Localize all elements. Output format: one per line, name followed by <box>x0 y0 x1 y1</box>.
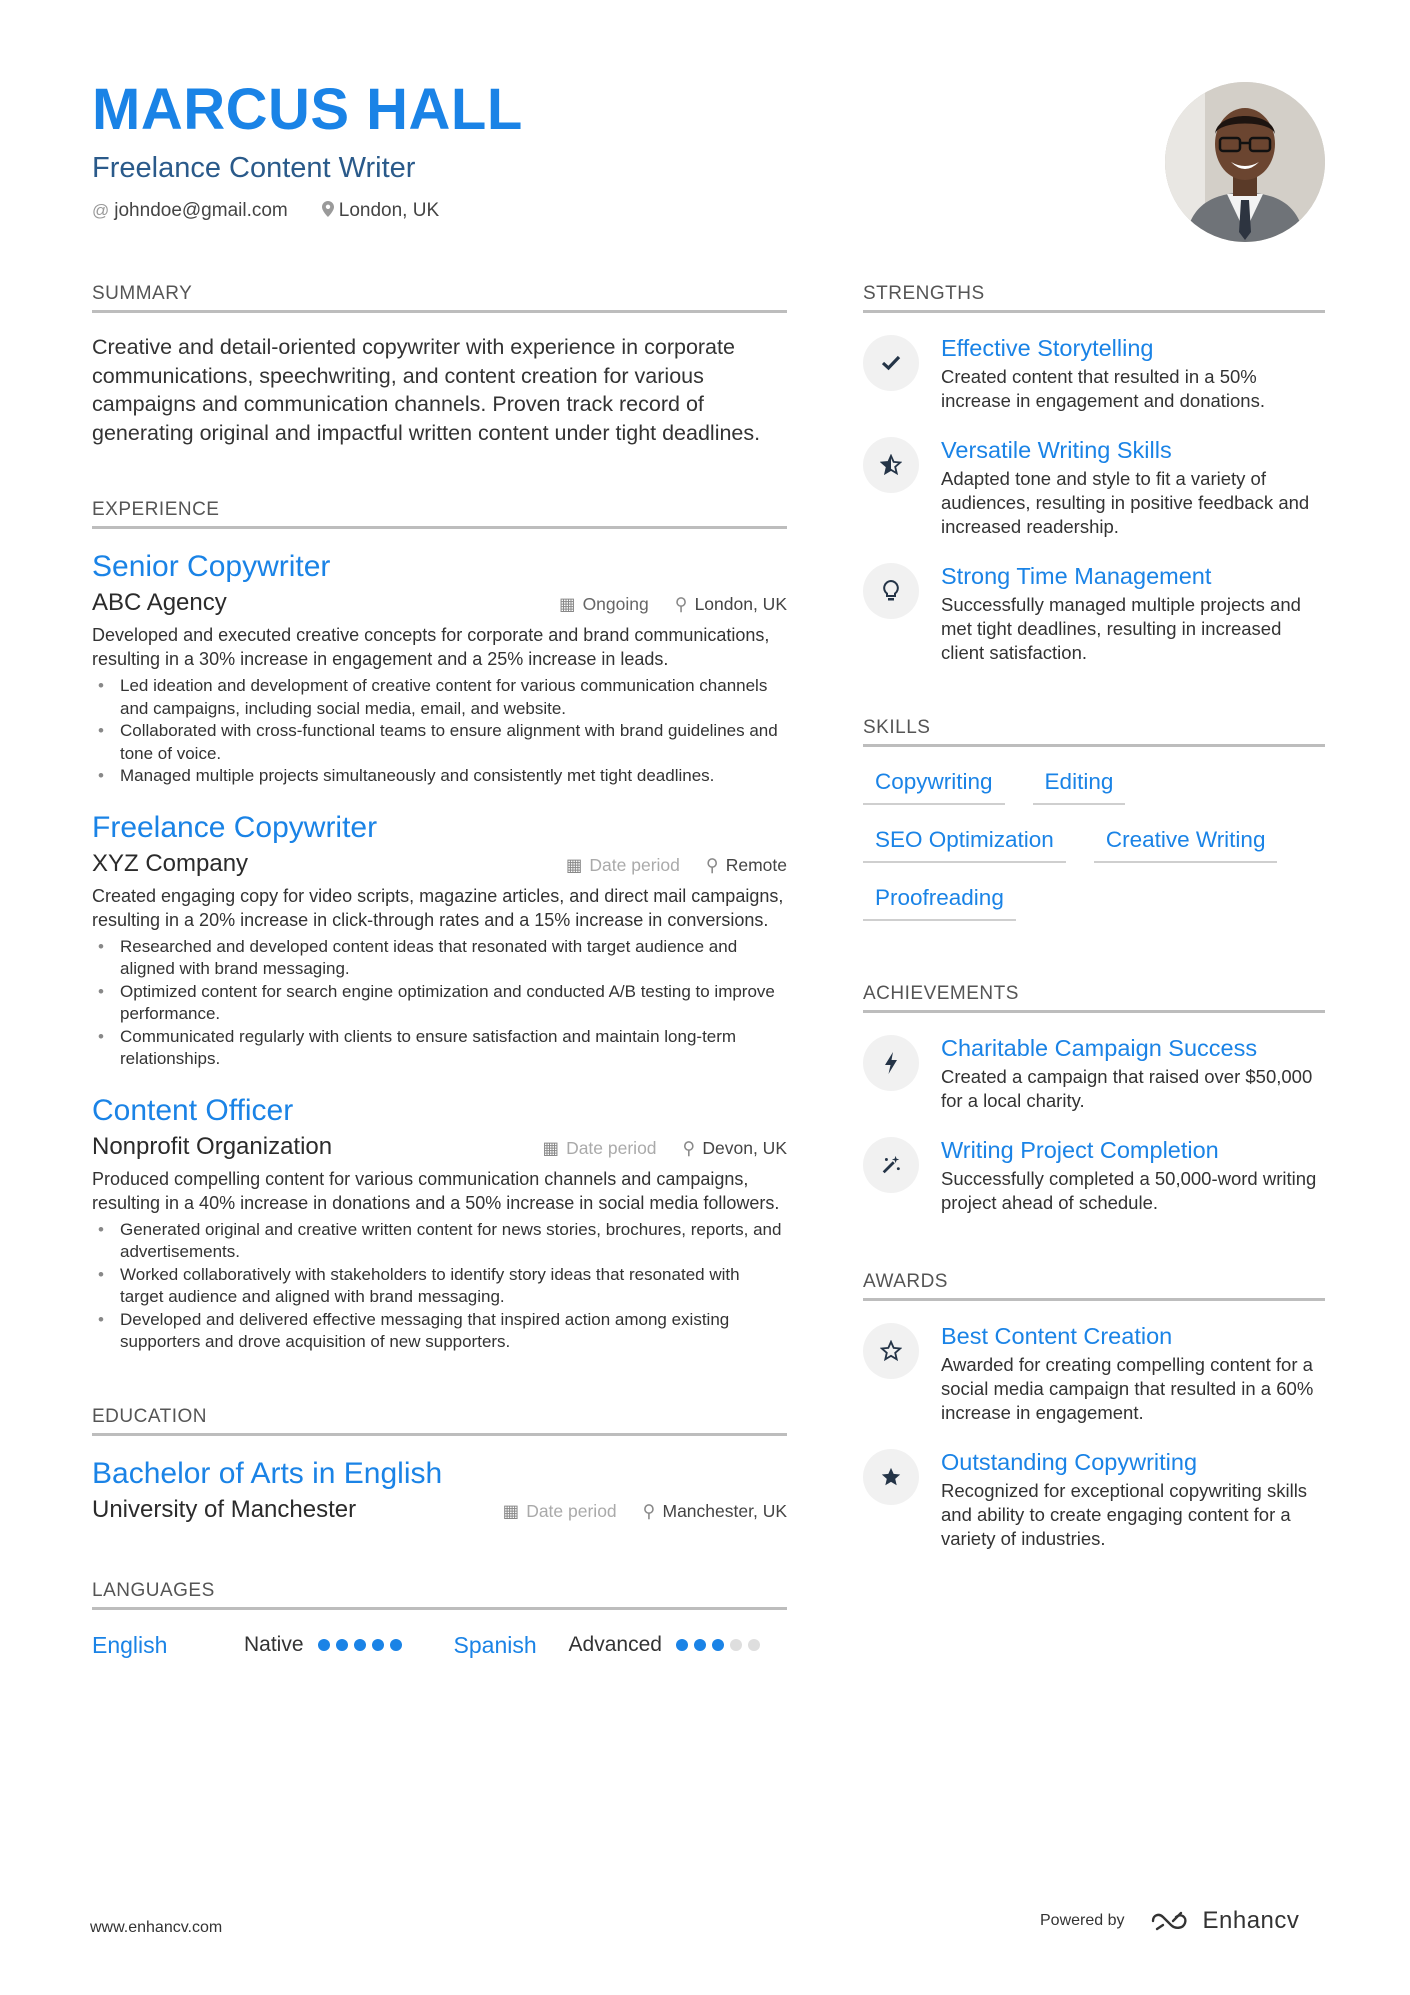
email-text: johndoe@gmail.com <box>114 200 288 221</box>
proficiency-dot-filled <box>372 1639 384 1651</box>
skills-list <box>863 759 1325 921</box>
education-location: ⚲ Manchester, UK <box>642 1500 787 1521</box>
location-pin-icon: ⚲ <box>674 594 688 614</box>
job-bullets <box>92 1219 787 1354</box>
star-outline-icon <box>863 1323 919 1379</box>
location-contact <box>322 200 439 222</box>
magic-wand-icon <box>863 1137 919 1193</box>
award-title: Outstanding Copywriting <box>941 1449 1198 1475</box>
company-name: ABC Agency <box>92 589 227 616</box>
job-bullet: • Researched and developed content ideas that resonated with target audience and aligned with brand messaging. <box>92 936 787 981</box>
proficiency-dot-filled <box>390 1639 402 1651</box>
award-description: Awarded for creating compelling content for a social media campaign that resulted in a 60% increase in engagement. <box>941 1354 1314 1423</box>
achievements-heading: ACHIEVEMENTS <box>863 983 1325 1013</box>
job-bullet: • Optimized content for search engine optimization and conducted A/B testing to improve performance. <box>92 981 787 1026</box>
company-row <box>92 850 787 878</box>
job-description: Produced compelling content for various communication channels and campaigns, resulting in a 40% increase in donations and a 50% increase in social media followers. <box>92 1168 780 1213</box>
award-item <box>863 1321 1325 1425</box>
strength-item <box>863 333 1325 413</box>
language-proficiency-dots <box>676 1639 760 1651</box>
proficiency-dot-empty <box>730 1639 742 1651</box>
location-pin-icon: ⚲ <box>642 1500 656 1521</box>
proficiency-dot-filled <box>694 1639 706 1651</box>
powered-by-label: Powered by <box>1040 1912 1125 1929</box>
calendar-icon: ▦ <box>542 1137 560 1158</box>
email-contact[interactable] <box>92 200 288 222</box>
job-meta <box>543 1138 787 1159</box>
job-bullet: • Developed and delivered effective messaging that inspired action among existing supporters and drove acquisition of new supporters. <box>92 1309 787 1354</box>
job-description: Created engaging copy for video scripts, magazine articles, and direct mail campaigns, resulting in a 20% increase in click-through rates and a 15% increase in conversions. <box>92 885 784 930</box>
job-date: ▦ Date period <box>542 1137 657 1158</box>
experience-heading: EXPERIENCE <box>92 499 787 529</box>
star-filled-icon <box>863 1449 919 1505</box>
language-level: Native <box>244 1633 304 1656</box>
job-date: ▦ Ongoing <box>559 594 649 614</box>
skills-heading: SKILLS <box>863 717 1325 747</box>
job-meta <box>559 594 787 615</box>
skill-tag: Copywriting <box>863 759 1005 805</box>
enhancv-logo-icon <box>1149 1909 1195 1933</box>
language-name: Spanish <box>453 1631 537 1658</box>
education-meta <box>503 1501 787 1522</box>
strength-title: Strong Time Management <box>941 563 1212 589</box>
strength-item <box>863 561 1325 665</box>
proficiency-dot-filled <box>354 1639 366 1651</box>
language-name: English <box>92 1631 168 1658</box>
achievement-item <box>863 1135 1325 1215</box>
job-bullets <box>92 936 787 1071</box>
star-half-icon <box>863 437 919 493</box>
achievement-description: Created a campaign that raised over $50,000 for a local charity. <box>941 1066 1313 1111</box>
job-location: ⚲ Remote <box>705 854 787 875</box>
education-heading: EDUCATION <box>92 1406 787 1436</box>
job-bullet: • Worked collaboratively with stakeholders to identify story ideas that resonated with target audience and aligned with brand messaging. <box>92 1264 787 1309</box>
company-row <box>92 589 787 617</box>
location-text: London, UK <box>338 200 440 221</box>
lightbulb-icon <box>863 563 919 619</box>
calendar-icon: ▦ <box>565 854 583 875</box>
left-column <box>92 283 787 1659</box>
award-title: Best Content Creation <box>941 1323 1173 1349</box>
proficiency-dot-filled <box>676 1639 688 1651</box>
skill-tag: Editing <box>1033 759 1126 805</box>
job-date: ▦ Date period <box>565 854 680 875</box>
profile-photo <box>1165 82 1325 242</box>
footer-branding <box>1040 1907 1299 1935</box>
language-level: Advanced <box>568 1633 662 1656</box>
calendar-icon: ▦ <box>559 594 576 614</box>
company-row <box>92 1133 787 1161</box>
candidate-name: MARCUS HALL <box>92 77 523 142</box>
education-date: ▦ Date period <box>502 1500 617 1521</box>
languages-row <box>92 1632 787 1659</box>
strength-title: Versatile Writing Skills <box>941 437 1172 463</box>
skill-tag: Proofreading <box>863 875 1016 921</box>
candidate-title: Freelance Content Writer <box>92 152 416 184</box>
brand-name: Enhancv <box>1202 1907 1300 1934</box>
contact-row <box>92 200 1152 222</box>
at-icon: @ <box>92 201 110 220</box>
calendar-icon: ▦ <box>502 1500 520 1521</box>
job-role: Senior Copywriter <box>92 550 331 583</box>
job-location: ⚲ London, UK <box>674 594 787 614</box>
strength-title: Effective Storytelling <box>941 335 1154 361</box>
summary-heading: SUMMARY <box>92 283 787 313</box>
awards-heading: AWARDS <box>863 1271 1325 1301</box>
skill-tag: Creative Writing <box>1094 817 1278 863</box>
award-item <box>863 1447 1325 1551</box>
summary-text: Creative and detail-oriented copywriter with experience in corporate communications, speechwriting, and content creation for various campaigns and communication channels. Proven track record of generating original and impactful written content under tight deadlines. <box>92 335 761 445</box>
job-bullet: • Generated original and creative written content for news stories, brochures, reports, and advertisements. <box>92 1219 787 1264</box>
achievement-item <box>863 1033 1325 1113</box>
location-pin-icon: ⚲ <box>705 854 719 875</box>
skill-tag: SEO Optimization <box>863 817 1066 863</box>
job-bullet: • Managed multiple projects simultaneously and consistently met tight deadlines. <box>92 765 787 788</box>
job-meta <box>566 855 787 876</box>
job-bullet: • Collaborated with cross-functional teams to ensure alignment with brand guidelines and tone of voice. <box>92 720 787 765</box>
company-name: Nonprofit Organization <box>92 1132 333 1160</box>
achievement-description: Successfully completed a 50,000-word writing project ahead of schedule. <box>941 1168 1317 1213</box>
location-pin-icon <box>322 201 334 222</box>
proficiency-dot-filled <box>336 1639 348 1651</box>
check-icon <box>863 335 919 391</box>
job-bullet: • Led ideation and development of creative content for various communication channels and campaigns, including social media, email, and website. <box>92 675 787 720</box>
experience-item <box>92 549 787 788</box>
achievement-title: Charitable Campaign Success <box>941 1035 1258 1061</box>
school-name: University of Manchester <box>92 1495 357 1523</box>
achievement-title: Writing Project Completion <box>941 1137 1219 1163</box>
language-proficiency-dots <box>318 1639 402 1651</box>
experience-item <box>92 1093 787 1354</box>
job-bullet: • Communicated regularly with clients to ensure satisfaction and maintain long-term relationships. <box>92 1026 787 1071</box>
award-description: Recognized for exceptional copywriting skills and ability to create engaging content for a variety of industries. <box>941 1480 1308 1549</box>
strength-description: Successfully managed multiple projects and met tight deadlines, resulting in increased client satisfaction. <box>941 594 1301 663</box>
proficiency-dot-empty <box>748 1639 760 1651</box>
degree-title: Bachelor of Arts in English <box>92 1456 443 1490</box>
languages-heading: LANGUAGES <box>92 1580 787 1610</box>
brand-logo[interactable] <box>1149 1907 1300 1935</box>
school-row <box>92 1496 787 1524</box>
footer-website[interactable]: www.enhancv.com <box>90 1919 223 1936</box>
strength-description: Adapted tone and style to fit a variety of audiences, resulting in positive feedback and increased readership. <box>941 468 1310 537</box>
location-pin-icon: ⚲ <box>682 1137 696 1158</box>
lightning-icon <box>863 1035 919 1091</box>
strength-description: Created content that resulted in a 50% increase in engagement and donations. <box>941 366 1265 411</box>
experience-item <box>92 810 787 1071</box>
strengths-heading: STRENGTHS <box>863 283 1325 313</box>
resume-header <box>92 78 1152 222</box>
job-role: Content Officer <box>92 1093 294 1127</box>
right-column <box>863 283 1325 1551</box>
job-location: ⚲ Devon, UK <box>682 1137 787 1158</box>
proficiency-dot-filled <box>712 1639 724 1651</box>
company-name: XYZ Company <box>92 849 249 877</box>
education-item <box>92 1456 787 1524</box>
job-bullets <box>92 675 787 788</box>
strength-item <box>863 435 1325 539</box>
job-role: Freelance Copywriter <box>92 810 378 844</box>
proficiency-dot-filled <box>318 1639 330 1651</box>
job-description: Developed and executed creative concepts for corporate and brand communications, resulting in a 30% increase in engagement and a 25% increase in leads. <box>92 625 770 669</box>
